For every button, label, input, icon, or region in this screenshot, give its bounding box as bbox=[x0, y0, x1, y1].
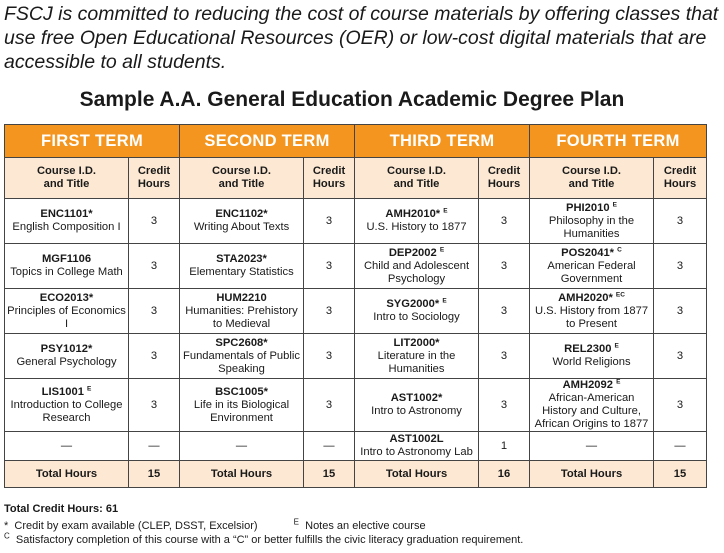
course-cell bbox=[355, 199, 479, 244]
course-title: U.S. History to 1877 bbox=[366, 221, 467, 233]
course-code-line bbox=[357, 247, 476, 260]
credit-hours-cell: 3 bbox=[304, 199, 355, 244]
course-code-line bbox=[357, 433, 476, 446]
course-title: African-American History and Culture, African Origins to 1877 bbox=[534, 392, 649, 430]
credit-hours-cell: 3 bbox=[304, 244, 355, 289]
credit-header-line1: Credit bbox=[487, 165, 521, 177]
credit-hours-cell: 3 bbox=[304, 334, 355, 379]
course-code: AMH2092 bbox=[562, 379, 613, 391]
footnote-star-text: Credit by exam available (CLEP, DSST, Excelsior) bbox=[14, 520, 258, 532]
course-code-line bbox=[357, 208, 476, 221]
credit-header-line1: Credit bbox=[312, 165, 346, 177]
page-title: Sample A.A. General Education Academic Degree Plan bbox=[79, 88, 625, 111]
credit-hours-cell: 3 bbox=[654, 379, 707, 432]
credit-hours-cell: 3 bbox=[129, 289, 180, 334]
table-row bbox=[5, 289, 707, 334]
course-code-line bbox=[357, 298, 476, 311]
credit-hours-header bbox=[479, 158, 530, 199]
course-id-header bbox=[5, 158, 129, 199]
credit-hours-cell: 3 bbox=[479, 379, 530, 432]
credit-hours-cell: 3 bbox=[129, 379, 180, 432]
term-header-fourth: FOURTH TERM bbox=[530, 125, 707, 158]
footnote-c-text: Satisfactory completion of this course with a “C” or better fulfills the civic literacy graduation requirement. bbox=[15, 534, 524, 546]
credit-hours-cell: 3 bbox=[654, 244, 707, 289]
course-code: AST1002L bbox=[389, 433, 444, 445]
credit-hours-cell: 3 bbox=[479, 334, 530, 379]
course-code-line bbox=[7, 343, 126, 356]
course-cell bbox=[5, 244, 129, 289]
course-code-line bbox=[182, 253, 301, 266]
course-cell bbox=[180, 334, 304, 379]
course-code-line bbox=[7, 208, 126, 221]
credit-header-line1: Credit bbox=[663, 165, 697, 177]
course-code-superscript: EC bbox=[615, 290, 625, 298]
table-row bbox=[5, 432, 707, 461]
course-code: PHI2010 bbox=[566, 201, 610, 214]
course-cell bbox=[355, 379, 479, 432]
course-id-header-line2: and Title bbox=[393, 178, 440, 190]
credit-header-line2: Hours bbox=[312, 178, 346, 190]
course-cell bbox=[180, 199, 304, 244]
credit-hours-cell: — bbox=[654, 432, 707, 461]
course-cell bbox=[355, 432, 479, 461]
course-code-line bbox=[7, 253, 126, 266]
course-code-line bbox=[357, 392, 476, 405]
credit-hours-cell: — bbox=[304, 432, 355, 461]
course-title: Introduction to College Research bbox=[10, 398, 123, 424]
course-id-header-line1: Course I.D. bbox=[386, 165, 447, 177]
course-code-superscript: E bbox=[87, 384, 92, 392]
course-code: SPC2608* bbox=[215, 336, 268, 349]
course-title: Fundamentals of Public Speaking bbox=[183, 349, 300, 375]
course-code-line bbox=[182, 337, 301, 350]
course-cell bbox=[355, 289, 479, 334]
footnote-line-1 bbox=[4, 517, 720, 532]
course-cell bbox=[530, 289, 654, 334]
footnote-line-2 bbox=[4, 531, 720, 546]
credit-header-line1: Credit bbox=[137, 165, 171, 177]
column-subheader-row bbox=[5, 158, 707, 199]
course-title: — bbox=[60, 439, 73, 452]
course-code: AMH2010* bbox=[385, 208, 441, 220]
credit-hours-cell: 3 bbox=[304, 289, 355, 334]
course-code-line bbox=[532, 247, 651, 260]
course-id-header bbox=[530, 158, 654, 199]
course-code-superscript: E bbox=[439, 245, 445, 253]
course-title: Elementary Statistics bbox=[189, 266, 294, 278]
credit-header-line2: Hours bbox=[663, 178, 697, 190]
footnote-e-text: Notes an elective course bbox=[305, 520, 426, 532]
footnote-c-symbol: C bbox=[4, 531, 10, 541]
course-cell bbox=[530, 199, 654, 244]
course-title: Principles of Economics I bbox=[7, 304, 126, 330]
total-hours-label: Total Hours bbox=[180, 461, 304, 488]
course-code-line bbox=[532, 292, 651, 305]
course-code-line bbox=[182, 208, 301, 221]
credit-hours-cell: 3 bbox=[654, 199, 707, 244]
course-title: Intro to Sociology bbox=[373, 311, 460, 323]
course-title: Topics in College Math bbox=[10, 266, 123, 278]
course-code: STA2023* bbox=[216, 253, 267, 265]
course-code-superscript: E bbox=[614, 342, 619, 350]
term-header-second: SECOND TERM bbox=[180, 125, 355, 158]
course-cell bbox=[180, 244, 304, 289]
course-code-superscript: C bbox=[617, 245, 622, 253]
course-code: SYG2000* bbox=[386, 298, 440, 310]
course-cell bbox=[180, 289, 304, 334]
credit-hours-cell: 3 bbox=[654, 289, 707, 334]
credit-hours-cell: 3 bbox=[129, 199, 180, 244]
credit-hours-cell: 3 bbox=[654, 334, 707, 379]
course-code-line bbox=[182, 386, 301, 399]
course-cell bbox=[5, 334, 129, 379]
course-id-header-line2: and Title bbox=[218, 178, 265, 190]
course-title: English Composition I bbox=[12, 221, 121, 233]
course-title: World Religions bbox=[552, 356, 631, 368]
course-cell bbox=[5, 432, 129, 461]
course-code: MGF1106 bbox=[41, 253, 92, 265]
course-cell bbox=[5, 199, 129, 244]
credit-hours-cell: 1 bbox=[479, 432, 530, 461]
credit-hours-cell: 3 bbox=[129, 244, 180, 289]
course-cell bbox=[180, 379, 304, 432]
credit-hours-cell: 3 bbox=[129, 334, 180, 379]
table-row bbox=[5, 379, 707, 432]
course-cell bbox=[530, 432, 654, 461]
credit-hours-cell: 3 bbox=[479, 289, 530, 334]
course-title: Philosophy in the Humanities bbox=[548, 214, 635, 240]
table-row bbox=[5, 334, 707, 379]
course-cell bbox=[530, 244, 654, 289]
credit-hours-header bbox=[129, 158, 180, 199]
course-id-header-line1: Course I.D. bbox=[211, 165, 272, 177]
term-header-third: THIRD TERM bbox=[355, 125, 530, 158]
footnote-e-symbol: E bbox=[293, 517, 299, 527]
course-title: General Psychology bbox=[16, 356, 117, 368]
course-title: Life in its Biological Environment bbox=[193, 398, 290, 424]
course-title: Intro to Astronomy Lab bbox=[360, 446, 473, 458]
total-hours-label: Total Hours bbox=[5, 461, 129, 488]
course-id-header bbox=[355, 158, 479, 199]
course-id-header bbox=[180, 158, 304, 199]
total-hours-label: Total Hours bbox=[355, 461, 479, 488]
credit-header-line2: Hours bbox=[137, 178, 171, 190]
course-cell bbox=[530, 379, 654, 432]
total-hours-value: 16 bbox=[479, 461, 530, 488]
course-id-header-line2: and Title bbox=[43, 178, 90, 190]
course-code: POS2041* bbox=[561, 246, 615, 259]
course-id-header-line1: Course I.D. bbox=[561, 165, 622, 177]
course-code: DEP2002 bbox=[388, 246, 437, 259]
course-cell bbox=[530, 334, 654, 379]
footnote-star-symbol: * bbox=[4, 520, 9, 532]
course-code: ECO2013* bbox=[39, 291, 94, 304]
total-hours-label: Total Hours bbox=[530, 461, 654, 488]
course-code-line bbox=[357, 337, 476, 350]
course-title: — bbox=[585, 439, 598, 452]
course-code: PSY1012* bbox=[40, 343, 93, 355]
total-credit-hours: Total Credit Hours: 61 bbox=[4, 503, 119, 515]
table-row bbox=[5, 199, 707, 244]
course-code-superscript: E bbox=[612, 200, 618, 208]
credit-hours-header bbox=[304, 158, 355, 199]
total-hours-row bbox=[5, 461, 707, 488]
course-code-line bbox=[182, 292, 301, 305]
course-code-line bbox=[532, 202, 651, 215]
credit-hours-cell: 3 bbox=[304, 379, 355, 432]
course-code: LIS1001 bbox=[41, 385, 84, 398]
course-title: Child and Adolescent Psychology bbox=[363, 259, 470, 285]
table-row bbox=[5, 244, 707, 289]
course-code: AMH2020* bbox=[558, 291, 613, 304]
course-title: Humanities: Prehistory to Medieval bbox=[185, 304, 298, 330]
credit-hours-cell: — bbox=[129, 432, 180, 461]
credit-hours-cell: 3 bbox=[479, 244, 530, 289]
course-title: Literature in the Humanities bbox=[377, 349, 456, 375]
course-code: LIT2000* bbox=[393, 336, 440, 349]
course-title: American Federal Government bbox=[547, 259, 636, 285]
credit-hours-cell: 3 bbox=[479, 199, 530, 244]
course-code: REL2300 bbox=[564, 343, 612, 355]
total-hours-value: 15 bbox=[304, 461, 355, 488]
degree-plan-body bbox=[5, 158, 707, 488]
course-code-line bbox=[532, 343, 651, 356]
course-title: Intro to Astronomy bbox=[371, 405, 462, 417]
course-code-line bbox=[532, 379, 651, 392]
course-code-superscript: E bbox=[442, 297, 447, 305]
degree-plan-table bbox=[4, 124, 707, 488]
course-cell bbox=[5, 379, 129, 432]
course-code-line bbox=[7, 292, 126, 305]
course-code-superscript: E bbox=[616, 378, 621, 386]
total-hours-value: 15 bbox=[654, 461, 707, 488]
course-title: Writing About Texts bbox=[193, 221, 290, 233]
credit-hours-header bbox=[654, 158, 707, 199]
course-title: U.S. History from 1877 to Present bbox=[534, 304, 649, 330]
course-code: HUM2210 bbox=[216, 291, 267, 304]
credit-header-line2: Hours bbox=[487, 178, 521, 190]
course-cell bbox=[5, 289, 129, 334]
course-id-header-line2: and Title bbox=[568, 178, 615, 190]
course-code: AST1002* bbox=[390, 392, 443, 404]
course-cell bbox=[180, 432, 304, 461]
course-cell bbox=[355, 334, 479, 379]
course-code-superscript: E bbox=[443, 207, 448, 215]
course-code: ENC1102* bbox=[215, 208, 268, 220]
course-title: — bbox=[235, 439, 248, 452]
term-header-first: FIRST TERM bbox=[5, 125, 180, 158]
course-id-header-line1: Course I.D. bbox=[36, 165, 97, 177]
intro-paragraph: FSCJ is committed to reducing the cost of course materials by offering classes that use free Open Educational Resources (OER) or low-cost digital materials that are accessible to all students. bbox=[4, 3, 719, 73]
course-code: ENC1101* bbox=[40, 208, 93, 220]
course-cell bbox=[355, 244, 479, 289]
course-code-line bbox=[7, 386, 126, 399]
course-code: BSC1005* bbox=[215, 385, 268, 398]
total-hours-value: 15 bbox=[129, 461, 180, 488]
